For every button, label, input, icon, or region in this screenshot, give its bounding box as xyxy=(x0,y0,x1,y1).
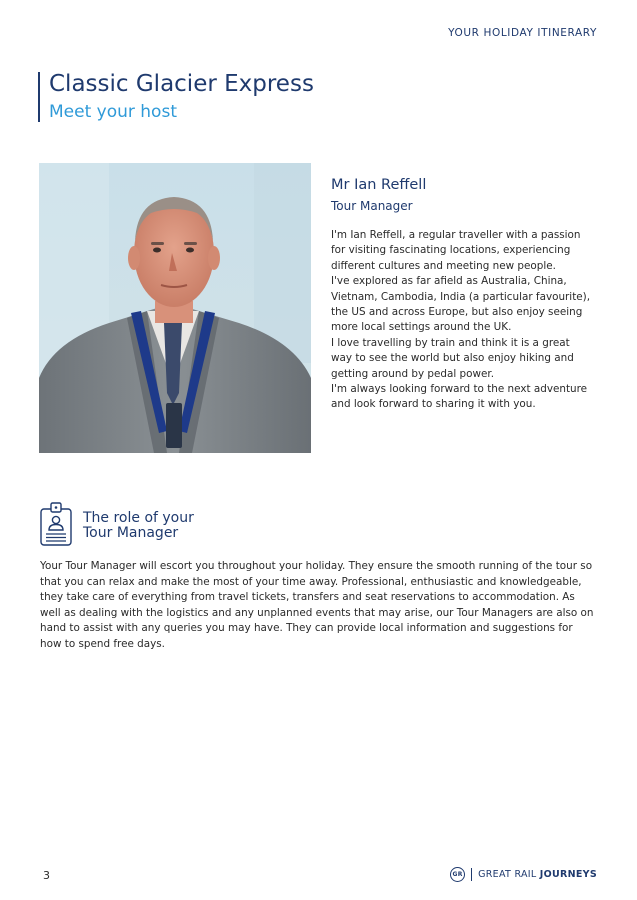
host-bio-paragraph: I'm Ian Reffell, a regular traveller with a passion for visiting fascinating locations, experiencing different cultures and meeting new people. xyxy=(331,229,581,272)
host-portrait-photo xyxy=(39,163,311,453)
host-name: Mr Ian Reffell xyxy=(331,177,427,193)
host-bio-paragraph: I've explored as far afield as Australia, China, Vietnam, Cambodia, India (a particular favourite), the US and across Europe, but also enjoy seeing more local settings around the UK. xyxy=(331,275,591,334)
brand-name-bold: JOURNEYS xyxy=(539,869,597,880)
role-heading-line: Tour Manager xyxy=(83,525,179,541)
page-number: 3 xyxy=(43,869,50,882)
host-bio-paragraph: I love travelling by train and think it is a great way to see the world but also enjoy hiking and getting around by pedal power. xyxy=(331,336,574,380)
page-subtitle: Meet your host xyxy=(49,102,177,122)
page-title: Classic Glacier Express xyxy=(49,71,314,97)
title-block xyxy=(38,72,314,122)
host-info xyxy=(331,177,591,413)
brand-divider xyxy=(471,868,472,881)
id-badge-icon xyxy=(40,502,72,546)
host-role: Tour Manager xyxy=(331,199,413,213)
host-bio xyxy=(331,228,591,413)
role-section-body: Your Tour Manager will escort you throughout your holiday. They ensure the smooth running of the tour so that you can relax and make the most of your time away. Professional, enthusiastic and knowledgeable, they take care of everything from travel tickets, transfers and seat reservations to accommodation. As well as dealing with the logistics and any unplanned events that may arise, our Tour Managers are also on hand to assist with any queries you may have. They can provide local information and suggestions for how to spend free days. xyxy=(40,560,594,650)
host-bio-paragraph: I'm always looking forward to the next adventure and look forward to sharing it with you. xyxy=(331,383,588,411)
role-heading-line: The role of your xyxy=(83,510,194,526)
footer-brand xyxy=(450,867,597,882)
role-section-heading xyxy=(83,511,194,541)
brand-logo-icon: GR xyxy=(450,867,465,882)
brand-name xyxy=(478,869,597,880)
brand-name-light: GREAT RAIL xyxy=(478,869,540,880)
itinerary-header-label: YOUR HOLIDAY ITINERARY xyxy=(448,27,597,39)
